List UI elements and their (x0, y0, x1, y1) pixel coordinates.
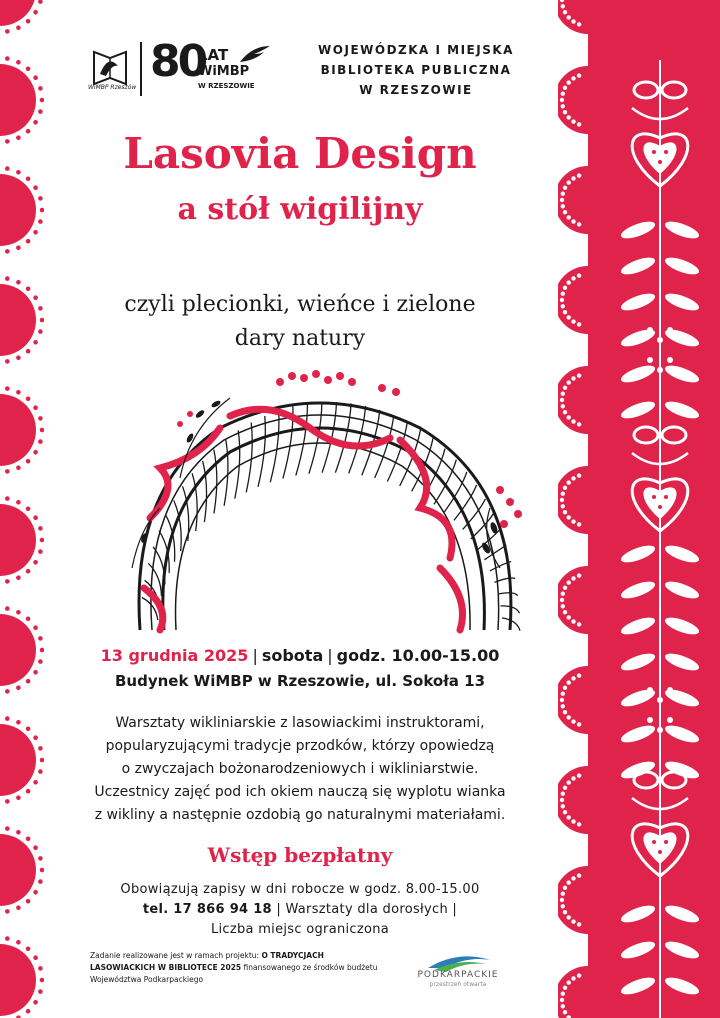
funding-note-start: Zadanie realizowane jest w ramach projektu: (90, 951, 262, 960)
description-line: o zwyczajach bożonarodzeniowych i wikliniarstwie. (121, 761, 479, 777)
registration-info (40, 880, 560, 940)
library-name-line-1: WOJEWÓDZKA I MIEJSKA (318, 43, 514, 57)
phone-number[interactable]: tel. 17 866 94 18 (142, 902, 272, 917)
registration-hours: Obowiązują zapisy w dni robocze w godz. 8.00-15.00 (120, 882, 480, 897)
free-entry-notice: Wstęp bezpłatny (207, 843, 393, 867)
podkarpackie-logo (398, 950, 518, 990)
title-line-1: Lasovia Design (123, 129, 477, 178)
event-title (40, 128, 560, 232)
logo-wimbp-text: WiMBP (198, 64, 250, 79)
funding-note (90, 950, 380, 986)
logo-80-number: 80 (150, 36, 206, 87)
right-folk-border (558, 0, 720, 1018)
separator: | (327, 646, 333, 665)
podkarpackie-wave-icon (398, 950, 518, 972)
subtitle-line-2: dary natury (234, 326, 366, 351)
80-years-logo (150, 36, 270, 98)
event-date: 13 grudnia 2025 (100, 646, 249, 665)
wimbp-logo-caption: WiMBP Rzeszów (88, 84, 137, 91)
header-divider (140, 42, 142, 96)
wreath-illustration (120, 368, 540, 636)
separator: | (252, 646, 258, 665)
podkarpackie-name: PODKARPACKIE (417, 970, 499, 980)
library-name-line-2: BIBLIOTEKA PUBLICZNA (320, 63, 512, 77)
library-name (300, 40, 532, 100)
description-line: z wikliny a następnie ozdobią go naturalnymi materiałami. (94, 807, 506, 823)
subtitle-line-1: czyli plecionki, wieńce i zielone (124, 292, 476, 317)
logo-rzeszow-text: W RZESZOWIE (198, 82, 255, 90)
title-line-2: a stół wigilijny (177, 192, 423, 227)
feather-icon (238, 44, 272, 64)
logo-lat-text: LAT (198, 46, 229, 64)
header (88, 36, 528, 100)
description-line: Uczestnicy zajęć pod ich okiem nauczą się wyplotu wianka (94, 784, 506, 800)
event-description (50, 712, 550, 827)
funding-project-name: O TRADYCJACH LASOWIACKICH W BIBLIOTECE 2025 (90, 951, 324, 972)
registration-audience: | Warsztaty dla dorosłych | (276, 902, 458, 917)
event-day: sobota (261, 646, 324, 665)
description-line: Warsztaty wikliniarskie z lasowiackimi instruktorami, (115, 715, 485, 731)
description-line: popularyzującymi tradycje przodków, którzy opowiedzą (105, 738, 495, 754)
registration-limit: Liczba miejsc ograniczona (210, 922, 390, 937)
event-place: Budynek WiMBP w Rzeszowie, ul. Sokoła 13 (114, 672, 486, 690)
event-date-line (40, 646, 560, 665)
left-scalloped-border (0, 0, 44, 1018)
event-subtitle (70, 288, 530, 356)
funding-note-end: finansowanego ze środków budżetu Województwa Podkarpackiego (90, 963, 378, 984)
library-name-line-3: W RZESZOWIE (359, 83, 473, 97)
podkarpackie-tagline: przestrzeń otwarta (429, 981, 487, 988)
registration-line-2 (40, 900, 560, 920)
event-hours: godz. 10.00-15.00 (336, 646, 500, 665)
